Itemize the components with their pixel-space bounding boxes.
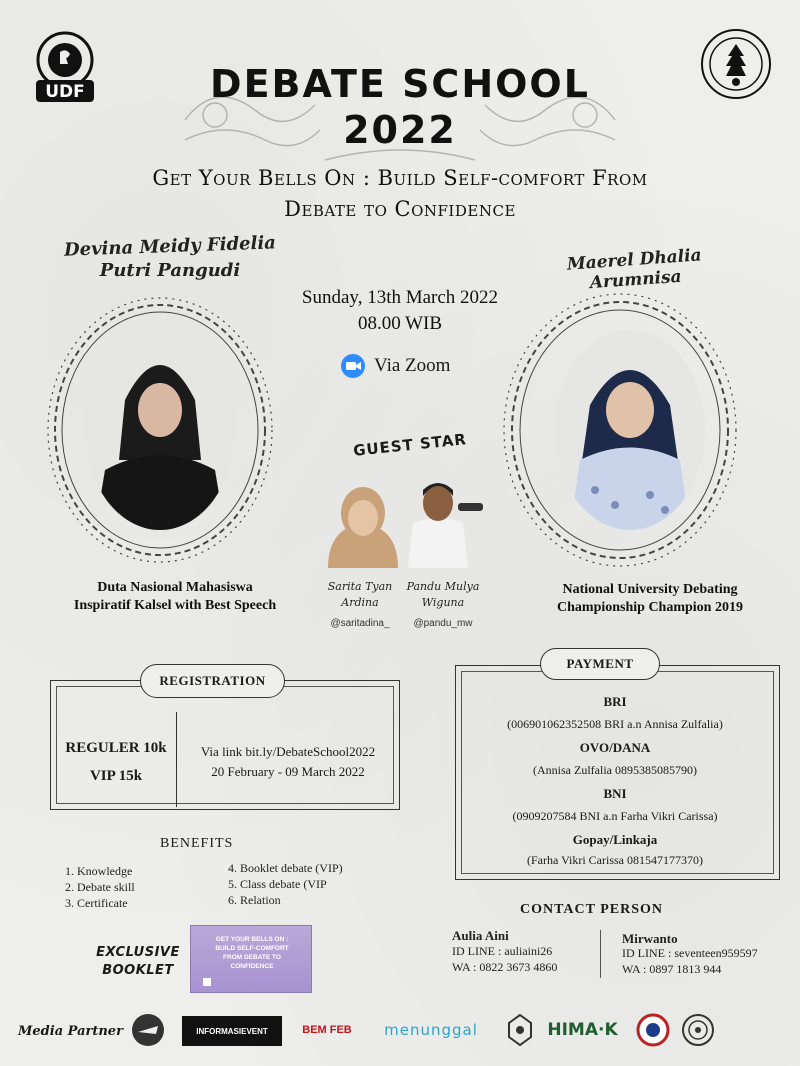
svg-text:UDF: UDF (45, 82, 85, 102)
title-line-1: DEBATE SCHOOL (210, 62, 590, 106)
benefit-item: 1. Knowledge (65, 864, 133, 878)
contact-title: CONTACT PERSON (520, 902, 664, 917)
payment-title: PAYMENT (540, 648, 660, 680)
benefit-item: 5. Class debate (VIP (228, 877, 327, 891)
guest-2-handle: @pandu_mw (413, 618, 473, 629)
booklet-text-line-1: GET YOUR BELLS ON : (215, 936, 289, 943)
speaker-1-name-line-2: Putri Pangudi (99, 260, 241, 281)
contact-divider (600, 930, 601, 978)
booklet-text-line-3: FROM DEBATE TO (223, 954, 281, 961)
subtitle-line-2: Debate to Confidence (284, 197, 516, 221)
payment-bank-1: BRI (603, 694, 627, 709)
vip-price: VIP 15k (89, 768, 143, 784)
speaker-2-name: Maerel Dhalia Arumnisa (566, 245, 703, 294)
event-date: Sunday, 13th March 2022 (301, 287, 499, 308)
booklet-text-line-4: CONFIDENCE (230, 963, 274, 970)
payment-bank-4: Gopay/Linkaja (572, 832, 658, 847)
contact-2-wa: WA : 0897 1813 944 (622, 962, 722, 976)
contact-1-name: Aulia Aini (452, 928, 509, 943)
benefits-title: BENEFITS (160, 836, 234, 851)
speaker-1-caption-line-1: Duta Nasional Mahasiswa (97, 580, 253, 595)
registration-dates: 20 February - 09 March 2022 (211, 764, 365, 779)
speaker-1-name-line-1: Devina Meidy Fidelia (63, 232, 277, 261)
exclusive-label-line-2: BOOKLET (102, 963, 174, 978)
guest-1-handle: @saritadina_ (330, 618, 390, 629)
registration-divider (176, 712, 177, 807)
payment-account-3: (0909207584 BNI a.n Farha Vikri Carissa) (512, 809, 718, 823)
booklet-preview (190, 925, 312, 993)
partner-logo-8 (680, 1012, 716, 1048)
guest-1-name-line-2: Ardina (341, 596, 379, 609)
zoom-label: Via Zoom (374, 355, 451, 376)
subtitle-line-1: Get Your Bells On : Build Self-comfort From (152, 166, 648, 190)
booklet-text-line-2: BUILD SELF-COMFORT (215, 945, 289, 952)
speaker-2-caption-line-2: Championship Champion 2019 (557, 600, 743, 615)
partner-hima-k: HIMA·K (547, 1020, 618, 1040)
guest-2-name-line-2: Wiguna (421, 596, 465, 609)
guest-2-name-line-1: Pandu Mulya (406, 580, 480, 593)
regular-price: REGULER 10k (65, 740, 167, 756)
partner-menunggal: menunggal (384, 1021, 478, 1039)
payment-account-4: (Farha Vikri Carissa 081547177370) (526, 853, 704, 867)
udf-logo (30, 30, 100, 106)
payment-bank-3: BNI (603, 786, 627, 801)
guest-star-title: GUEST STAR (352, 430, 468, 460)
contact-1-wa: WA : 0822 3673 4860 (452, 960, 558, 974)
zoom-icon (340, 353, 366, 379)
contact-2-line: ID LINE : seventeen959597 (622, 946, 758, 960)
payment-account-1: (006901062352508 BRI a.n Annisa Zulfalia) (507, 717, 723, 731)
speaker-2-photo (555, 330, 705, 530)
partner-bem-feb: BEM FEB (302, 1024, 352, 1036)
booklet-logo-icon (203, 978, 211, 986)
event-time: 08.00 WIB (357, 313, 443, 334)
guest-1-name-line-1: Sarita Tyan (327, 580, 393, 593)
contact-1-line: ID LINE : auliaini26 (452, 944, 553, 958)
guest-star-photo (318, 468, 493, 568)
speaker-1-photo (85, 330, 235, 530)
partner-logo-1 (128, 1012, 168, 1048)
speaker-1-caption-line-2: Inspiratif Kalsel with Best Speech (73, 598, 277, 613)
zoom-info (340, 353, 480, 379)
contact-2-name: Mirwanto (622, 931, 678, 946)
media-partner-label: Media Partner (18, 1024, 123, 1039)
partner-logo-5 (505, 1012, 535, 1048)
benefit-item: 4. Booklet debate (VIP) (228, 861, 343, 875)
payment-bank-2: OVO/DANA (579, 740, 651, 755)
exclusive-label-line-1: EXCLUSIVE (96, 945, 180, 960)
benefit-item: 6. Relation (228, 893, 281, 907)
benefit-item: 3. Certificate (65, 896, 128, 910)
payment-account-2: (Annisa Zulfalia 0895385085790) (533, 763, 697, 777)
title-line-2: 2022 (343, 108, 457, 152)
registration-link[interactable]: Via link bit.ly/DebateSchool2022 (200, 744, 376, 759)
partner-logo-7 (635, 1012, 671, 1048)
registration-title: REGISTRATION (140, 664, 285, 698)
benefit-item: 2. Debate skill (65, 880, 135, 894)
partner-informasievent: INFORMASIEVENT (182, 1016, 282, 1046)
university-logo (700, 28, 772, 100)
speaker-2-caption-line-1: National University Debating (562, 582, 738, 597)
